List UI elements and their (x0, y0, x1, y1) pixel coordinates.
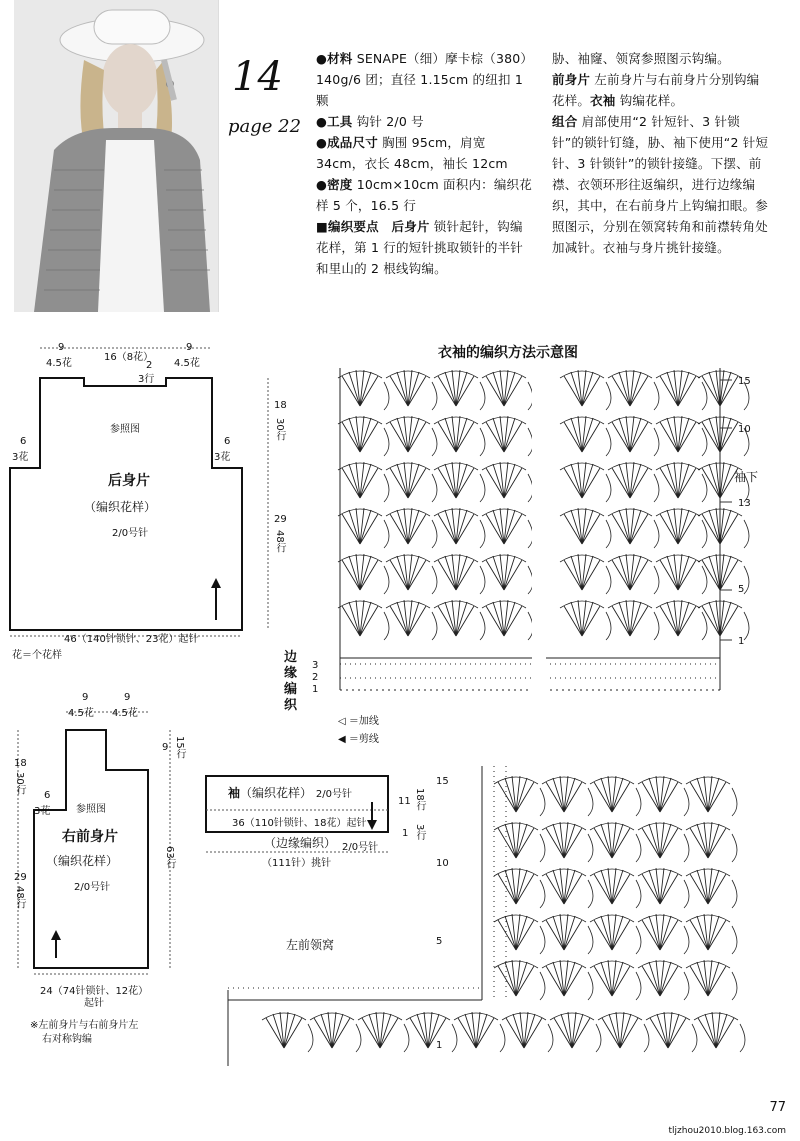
front-right-top-rows: 15行 (174, 736, 185, 759)
source-url: tljzhou2010.blog.163.com (668, 1126, 786, 1136)
sleeve-edge: （边缘编织） (264, 836, 337, 850)
model-photo (14, 0, 219, 312)
back-title: 后身片 (108, 473, 150, 489)
front-top-left: 9 (82, 692, 89, 703)
back-height-top-rows: 30行 (274, 418, 285, 441)
tools-line: ●工具 钩针 2/0 号 (316, 114, 424, 129)
sleeve-edge-needle: 2/0号针 (342, 842, 379, 853)
mirror-note-2: 右对称钩编 (42, 1034, 92, 1045)
back-side-left: 6 (20, 436, 27, 447)
front-side: 6 (44, 790, 51, 801)
sleeve-pick-up: （111针）挑针 (262, 858, 332, 869)
instructions-column-1 (316, 48, 534, 279)
sleeve-title: 袖（编织花样） 2/0号针 (228, 786, 352, 800)
size-line: ●成品尺寸 胸围 95cm，肩宽 34cm，衣长 48cm，袖长 12cm (316, 135, 508, 171)
front-title: 右前身片 (62, 829, 118, 845)
back-top-mid: 16（8花） (104, 352, 154, 363)
back-side-left-sub: 3花 (12, 452, 29, 463)
front-reference: 参照图 (76, 804, 106, 815)
instructions-line: 胁、袖窿、领窝参照图示钩编。 (552, 51, 730, 66)
neck-row-mark: 1 (436, 1040, 443, 1051)
front-side-sub: 3花 (34, 806, 51, 817)
back-side-right-sub: 3花 (214, 452, 231, 463)
front-left-top: 18 (14, 758, 27, 769)
back-reference: 参照图 (110, 424, 140, 435)
points-line: ■编织要点 后身片 锁针起针，钩编花样，第 1 行的短针挑取锁针的半针和里山的 2 根线钩编。 (316, 219, 524, 276)
back-side-right: 6 (224, 436, 231, 447)
materials-line: ●材料 SENAPE（细）摩卡棕（380）140g/6 团；直径 1.15cm 的纽扣 1 颗 (316, 51, 534, 108)
front-width: 24（74针锁针、12花） (40, 986, 149, 997)
back-top-left: 9 (58, 342, 65, 353)
edge-row-mark: 2 (312, 672, 319, 683)
legend-add-yarn: ◁ ＝加线 (338, 716, 379, 727)
page-reference: page 22 (228, 116, 302, 137)
sleeve-cast-on: 36（110针锁针、18花）起针 (232, 818, 367, 829)
chart-row-mark: 1 (738, 636, 745, 647)
back-top-right: 9 (186, 342, 193, 353)
instructions-line: 组合 肩部使用“2 针短针、3 针锁针”的锁针钉缝，胁、袖下使用“2 针短针、3 针锁针”的锁针接缝。下摆、前襟、衣领环形往返编织，进行边缘编织，其中，在右前身片上钩编扣眼。参照图示，分别在领窝转角和前襟转角处加减针。衣袖与身片挑针接缝。 (552, 114, 769, 255)
chart-row-mark: 10 (738, 424, 751, 435)
back-neck-drop: 2 (146, 360, 153, 371)
front-left-bottom: 29 (14, 872, 27, 883)
instructions-line: 前身片 左前身片与右前身片分别钩编花样。衣袖 钩编花样。 (552, 72, 760, 108)
mirror-note-1: ※左前身片与右前身片左 (30, 1020, 139, 1031)
edge-label: 边缘编织 (284, 650, 298, 713)
front-width-2: 起针 (84, 998, 104, 1009)
back-height-bottom: 29 (274, 514, 287, 525)
back-neck-drop-sub: 3行 (138, 374, 155, 385)
chart-row-mark: 15 (738, 376, 751, 387)
page-number: 77 (769, 1100, 786, 1115)
sleeve-height-2: 1 (402, 828, 409, 839)
back-height-top: 18 (274, 400, 287, 411)
front-top-left-sub: 4.5花 (68, 708, 94, 719)
back-pattern: （编织花样） (84, 500, 157, 514)
front-top-right-sub: 4.5花 (112, 708, 138, 719)
neck-row-mark: 10 (436, 858, 449, 869)
neck-label: 左前领窝 (286, 938, 335, 952)
pattern-number: 14 (232, 54, 283, 100)
neckline-stitch-chart (220, 756, 760, 1076)
chart-row-mark: 13 (738, 498, 751, 509)
edge-row-mark: 1 (312, 684, 319, 695)
front-left-top-rows: 30行 (14, 772, 25, 795)
sleeve-height-1: 11 (398, 796, 411, 807)
front-needle: 2/0号针 (74, 882, 111, 893)
sleeve-under-label: 袖下 (734, 470, 759, 484)
sleeve-height-1-rows: 18行 (414, 788, 425, 811)
edge-row-mark: 3 (312, 660, 319, 671)
neck-row-mark: 15 (436, 776, 449, 787)
front-top-right: 9 (124, 692, 131, 703)
legend-cut-yarn: ◀ ＝剪线 (338, 734, 379, 745)
sleeve-chart-title: 衣袖的编织方法示意图 (438, 345, 578, 361)
back-width: 46（140针锁针、23花）起针 (64, 634, 199, 645)
front-right-top: 9 (162, 742, 169, 753)
back-top-left-sub: 4.5花 (46, 358, 72, 369)
back-needle: 2/0号针 (112, 528, 149, 539)
stitch-note: 花＝个花样 (12, 650, 62, 661)
back-top-right-sub: 4.5花 (174, 358, 200, 369)
back-height-bottom-rows: 48行 (274, 530, 285, 553)
front-right-total: 63行 (164, 846, 175, 869)
sleeve-height-2-rows: 3行 (414, 824, 425, 841)
sleeve-stitch-chart (300, 364, 800, 744)
front-left-bottom-rows: 48行 (14, 886, 25, 909)
chart-row-mark: 5 (738, 584, 745, 595)
neck-row-mark: 5 (436, 936, 443, 947)
front-pattern: （编织花样） (46, 854, 119, 868)
instructions-column-2 (552, 48, 770, 258)
gauge-line: ●密度 10cm×10cm 面积内：编织花样 5 个，16.5 行 (316, 177, 532, 213)
